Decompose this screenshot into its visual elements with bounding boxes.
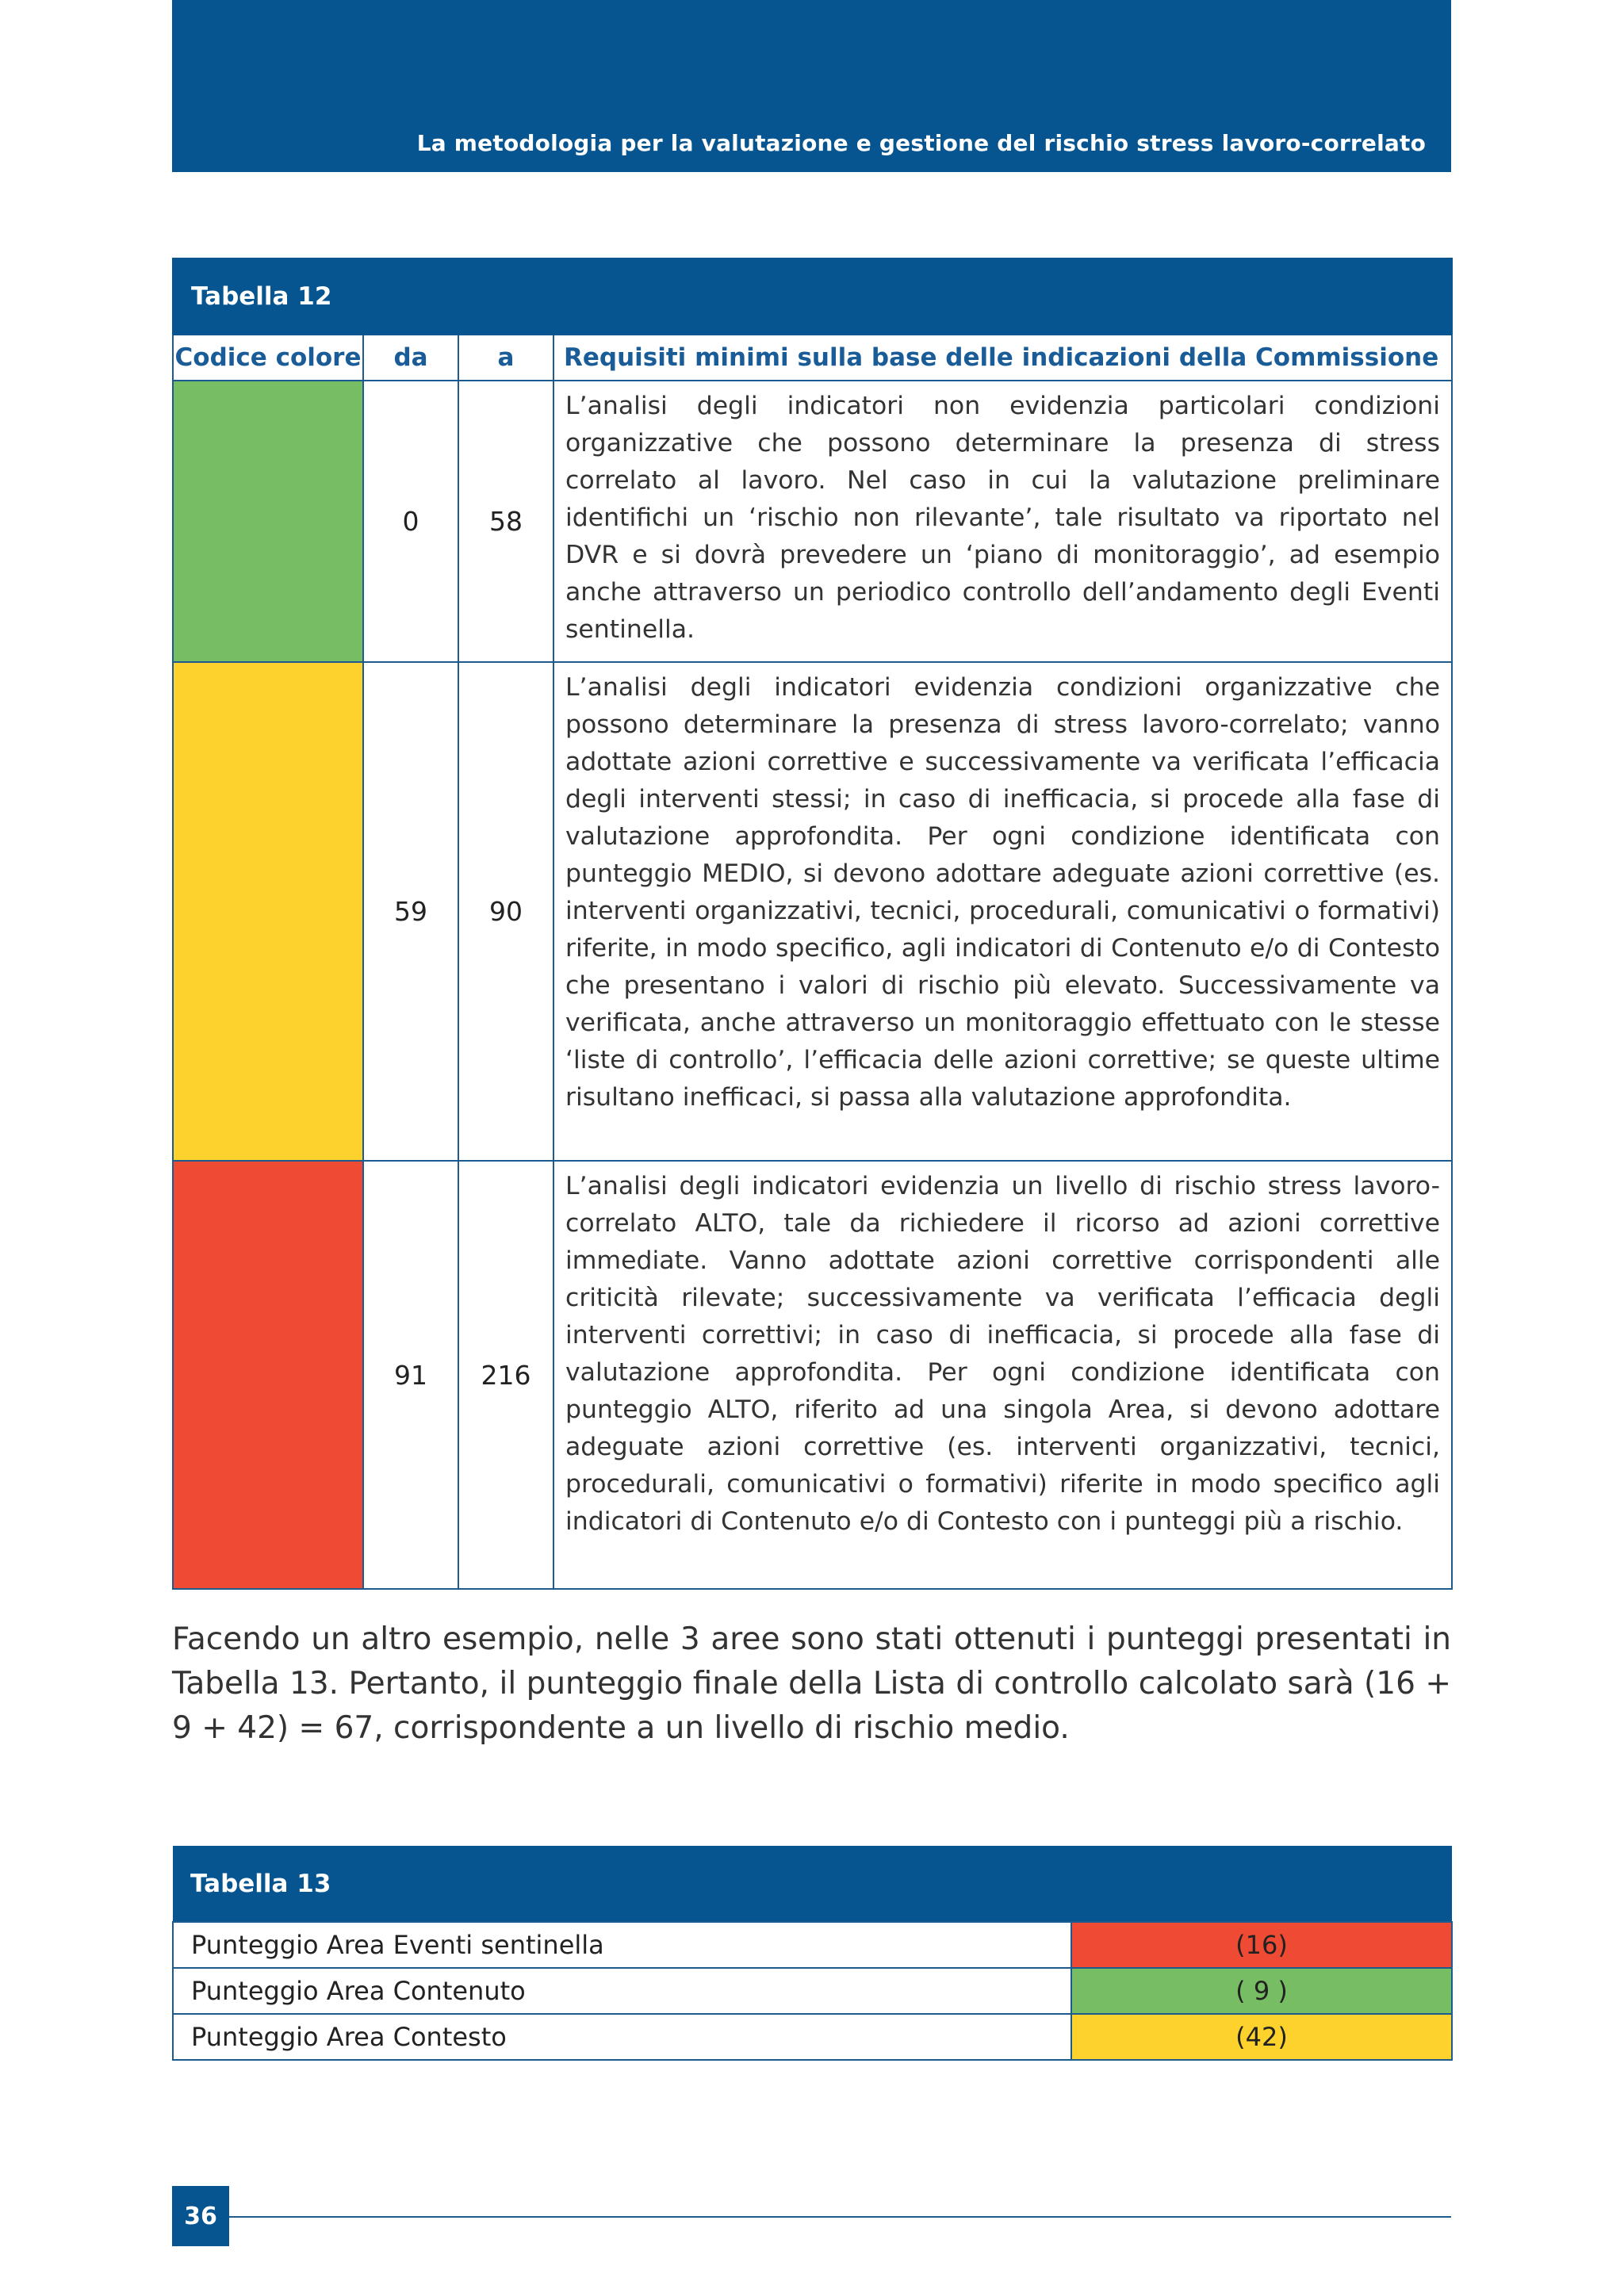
range-from-cell: 59 — [363, 662, 458, 1161]
range-from-cell: 91 — [363, 1161, 458, 1589]
score-label-cell: Punteggio Area Eventi sentinella — [173, 1922, 1071, 1968]
requirements-cell: L’analisi degli indicatori evidenzia condizioni organizzative che possono determinare la presenza di stress lavoro-correlato; vanno adottate azioni correttive e successivamente va verificata l’efficacia degli interventi stessi; in caso di inefficacia, si procede alla fase di valutazione approfondita. Per ogni condizione identificata con punteggio MEDIO, si devono adottare adeguate azioni correttive (es. interventi organizzativi, tecnici, procedurali, comunicativi o formativi) riferite, in modo specifico, agli indicatori di Contenuto e/o di Contesto che presentano i valori di rischio più elevato. Successivamente va verificata, anche attraverso un monitoraggio effettuato con le stesse ‘liste di controllo’, l’efficacia delle azioni correttive; se queste ultime risultano inefficaci, si passa alla valutazione approfondita. — [553, 662, 1452, 1161]
column-header-requisiti: Requisiti minimi sulla base delle indicazioni della Commissione — [553, 335, 1452, 381]
running-header-title: La metodologia per la valutazione e gestione del rischio stress lavoro-correlato — [416, 130, 1426, 156]
score-value-cell: (42) — [1071, 2014, 1452, 2060]
range-from-cell: 0 — [363, 381, 458, 662]
score-label-cell: Punteggio Area Contesto — [173, 2014, 1071, 2060]
body-paragraph: Facendo un altro esempio, nelle 3 aree sono stati ottenuti i punteggi presentati in Tabella 13. Pertanto, il punteggio finale della Lista di controllo calcolato sarà (16 + 9 + 42) = 67, corrispondente a un livello di rischio medio. — [172, 1621, 1451, 1746]
table-13-caption: Tabella 13 — [173, 1846, 1452, 1922]
table-12-caption: Tabella 12 — [173, 258, 1452, 335]
column-header-da: da — [363, 335, 458, 381]
table-row — [173, 381, 1452, 662]
requirements-cell: L’analisi degli indicatori evidenzia un livello di rischio stress lavoro-correlato ALTO, tale da richiedere il ricorso ad azioni correttive immediate. Vanno adottate azioni correttive corrispondenti alle criticità rilevate; successivamente va verificata l’efficacia degli interventi correttivi; in caso di inefficacia, si procede alla fase di valutazione approfondita. Per ogni condizione identificata con punteggio ALTO, riferito ad una singola Area, si devono adottare adeguate azioni correttive (es. interventi organizzativi, tecnici, procedurali, comunicativi o formativi) riferite in modo specifico agli indicatori di Contenuto e/o di Contesto con i punteggi più a rischio. — [553, 1161, 1452, 1589]
column-header-a: a — [458, 335, 553, 381]
table-12 — [172, 258, 1453, 1590]
color-code-red-cell — [173, 1161, 363, 1589]
color-code-green-cell — [173, 381, 363, 662]
page-number: 36 — [172, 2186, 229, 2246]
table-row — [173, 1161, 1452, 1589]
table-row — [173, 1922, 1452, 1968]
score-label-cell: Punteggio Area Contenuto — [173, 1968, 1071, 2014]
range-to-cell: 90 — [458, 662, 553, 1161]
table-12-header-row — [173, 335, 1452, 381]
range-to-cell: 216 — [458, 1161, 553, 1589]
footer-divider — [229, 2216, 1451, 2218]
range-to-cell: 58 — [458, 381, 553, 662]
table-13 — [172, 1846, 1453, 2061]
table-row — [173, 1968, 1452, 2014]
table-row — [173, 662, 1452, 1161]
column-header-codice-colore: Codice colore — [173, 335, 363, 381]
header-bar — [172, 0, 1451, 172]
score-value-cell: (16) — [1071, 1922, 1452, 1968]
requirements-cell: L’analisi degli indicatori non evidenzia particolari condizioni organizzative che possono determinare la presenza di stress correlato al lavoro. Nel caso in cui la valutazione preliminare identifichi un ‘rischio non rilevante’, tale risultato va riportato nel DVR e si dovrà prevedere un ‘piano di monitoraggio’, ad esempio anche attraverso un periodico controllo dell’andamento degli Eventi sentinella. — [553, 381, 1452, 662]
score-value-cell: ( 9 ) — [1071, 1968, 1452, 2014]
table-row — [173, 2014, 1452, 2060]
color-code-yellow-cell — [173, 662, 363, 1161]
